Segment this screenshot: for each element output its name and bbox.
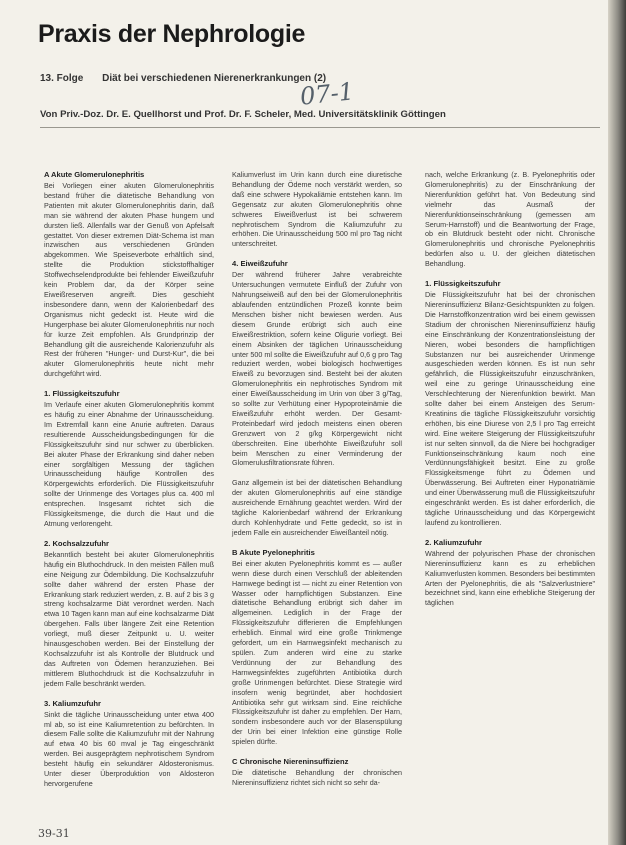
binding-shadow [608, 0, 626, 845]
section-heading: 1. Flüssigkeitszufuhr [44, 389, 120, 399]
paragraph: Bekanntlich besteht bei akuter Glomerulonephritis häufig ein Bluthochdruck. In den meisten Fällen muß eine Neigung zur Ödembildung. Die Kochsalzzufuhr sollte daher während der ersten Phase der Erkrankung stark reduziert werden, z. B. auf 2 bis 3 g streng kochsalzarme Diät verordnet werden. Nach etwa 10 Tagen kann man auf eine kochsalzarme Diät übergehen. Falls über längere Zeit eine Retention vorliegt, muß dieser Zeitpunkt u. U. weiter hinausgeschoben werden. Bei der Einstellung der Kochsalzzufuhr ist als Kontrolle der Blutdruck und das Auftreten von Ödemen heranzuziehen. Bei mittlerem Bluthochdruck ist die Kochsalzzufuhr in jedem Falle beschränkt werden. [44, 549, 214, 688]
paragraph: Ganz allgemein ist bei der diätetischen Behandlung der akuten Glomerulonephritis auf eine ständige ausreichende Ernährung geachtet werden. Wird der tägliche Kalorienbedarf während der Erkrankung durch Kohlenhydrate und Fette gedeckt, so ist in jedem Falle ein ausreichender Eiweißanteil nötig. [232, 478, 402, 537]
series-number: 13. Folge [40, 73, 84, 84]
series-line [40, 73, 326, 84]
paragraph: Der während früherer Jahre verabreichte Untersuchungen vermutete Einfluß der Zufuhr von Nahrungseiweiß auf den bei der Glomerulonephritis ablaufenden entzündlichen Prozeß konnte beim Menschen bisher nicht bewiesen werden. Aus diesem Grunde erübrigt sich auch eine Eiweißrestriktion, sofern keine Oligurie vorliegt. Bei einem Absinken der täglichen Urinausscheidung unter 500 ml sollte die Eiweißzufuhr auf 0,6 g pro Tag reduziert werden, wobei biologisch hochwertiges Eiweiß zu bevorzugen sind. Besteht bei der akuten Glomerulonephritis ein nephrotisches Syndrom mit einer Eiweißausscheidung im Urin von über 3 g/Tag, so sollte zur Verhütung einer Hypoproteinämie die Eiweißzufuhr erhöht werden. Der Gesamt-Proteinbedarf wird jedoch meistens einen oberen Grenzwert von 2 g/kg Körpergewicht nicht überschreiten. Eine überhöhte Eiweißzufuhr soll beim Menschen zu einer Verminderung der Glomerulusfiltrationsrate führen. [232, 270, 402, 468]
page-title: Praxis der Nephrologie [38, 20, 306, 48]
paragraph: Die diätetische Behandlung der chronischen Niereninsuffizienz richtet sich nicht so sehr da- [232, 768, 402, 787]
section-heading: 2. Kaliumzufuhr [425, 537, 482, 547]
section-heading: 2. Kochsalzzufuhr [44, 538, 109, 548]
text-column-3 [425, 170, 595, 618]
section-heading: A Akute Glomerulonephritis [44, 170, 145, 179]
paragraph: Während der polyurischen Phase der chronischen Niereninsuffizienz kann es zu erheblichen Kaliumverlusten kommen. Besonders bei bestimmten Arten der Pyelonephritis, die als "Salzverlustniere" bezeichnet sind, kann eine erhebliche Steigerung der täglichen [425, 548, 595, 608]
paragraph: Kaliumverlust im Urin kann durch eine diuretische Behandlung der Ödeme noch verstärkt werden, so daß eine schwere Hypokaliämie entstehen kann. Im Gegensatz zur akuten Glomerulonephritis ohne schweres Eiweißverlust ist bei schwerem nephrotischem Syndrom die Kaliumzufuhr zu erhöhen. Die Urinausscheidung 500 ml pro Tag nicht unterschreitet. [232, 170, 402, 249]
handwritten-note: 07-1 [298, 77, 356, 111]
paragraph: nach, welche Erkrankung (z. B. Pyelonephritis oder Glomerulonephritis) zu der Einschränkung der Nierenfunktion geführt hat. Von Bedeutung sind vielmehr das Ausmaß der Nierenfunktionseinschränkung (gemessen am Serum-Harnstoff) und die Beantwortung der Frage, ob ein Blutdruck besteht oder nicht. Chronische Glomerulonephritis und chronische Pyelonephritis bedürfen also u. U. der gleichen diätetischen Behandlung. [425, 170, 595, 269]
paragraph: Im Verlaufe einer akuten Glomerulonephritis kommt es häufig zu einer Abnahme der Urinausscheidung. Im Extremfall kann eine Anurie auftreten. Daraus resultierende Ausscheidungsbedingungen für die Flüssigkeitszufuhr sind nur schwer zu überblicken. Bei akuter Phase der Erkrankung sind daher neben einer sorgfältigen Messung der täglichen Urinausscheidung häufige Kontrollen des Körpergewichts erforderlich. Die Flüssigkeitszufuhr sollte der Urinmenge des Vortages plus ca. 400 ml entsprechen. Insgesamt richtet sich die Flüssigkeitsmenge, die durch die Haut und die Atmung verlorengeht. [44, 400, 214, 528]
text-column-1 [44, 170, 214, 799]
section-heading: C Chronische Niereninsuffizienz [232, 757, 349, 767]
authors-line: Von Priv.-Doz. Dr. E. Quellhorst und Prof. Dr. F. Scheler, Med. Universitätsklinik Göttingen [40, 109, 446, 120]
section-heading: 1. Flüssigkeitszufuhr [425, 279, 501, 289]
paragraph: Bei Vorliegen einer akuten Glomerulonephritis bestand früher die diätetische Behandlung von Patienten mit akuter Glomerulonephritis darin, daß man sie während der akuten Phase hungern und dursten ließ. Allenfalls war der Genuß von Apfelsaft gestattet. Von dieser extremen Diät-Schema ist man inzwischen aus verschiedenen Gründen abgekommen. Wie Speiseverbote erhältlich sind, stellte die Produktion stickstoffhaltiger Stoffwechselendprodukte bei fehlender Eiweißzufuhr kein Problem dar, da der Körper seine Eiweißreserven angreift. Dies geschieht insbesondere dann, wenn der Kalorienbedarf des Organismus nicht gedeckt ist. Heute wird die Hungerphase bei akuter Glomerulonephritis nur noch für kurze Zeit empfohlen. Als Grundprinzip der Behandlung gilt die ausreichende Kalorienzufuhr als Rest der früheren "Hunger- und Durst-Kur", die bei akuter Glomerulonephritis heute nicht mehr durchgeführt wird. [44, 181, 214, 379]
text-column-2 [232, 170, 402, 798]
header-divider [40, 127, 600, 128]
paragraph: Bei einer akuten Pyelonephritis kommt es — außer wenn diese durch einen Verschluß der ableitenden Harnwege bedingt ist — nicht zu einer Retention von Wasser oder harnpflichtigen Substanzen. Eine diätetische Behandlung erübrigt sich daher im allgemeinen. Lediglich in der Frage der Flüssigkeitszufuhr differieren die Empfehlungen erheblich. Einmal wird eine große Trinkmenge gefordert, um ein Harnwegsinfekt mechanisch zu spülen. Zum anderen wird eine zu starke Verdünnung der zur Behandlung des Harnwegsinfektes zugeführten Antibiotika durch große Urinmengen befürchtet. Diese Strategie wird insofern wenig begründet, aber hochdosiert Antibiotika sehr gut wirksam sind. Eine reichliche Flüssigkeitszufuhr ist daher zu empfehlen. Der Harn, sondern insbesondere auch vor der Blasenspülung der Urin bei einer Infektion eine günstige Rolle spielen dürfte. [232, 558, 402, 747]
section-heading: 4. Eiweißzufuhr [232, 259, 288, 269]
section-heading: B Akute Pyelonephritis [232, 547, 315, 557]
page-number: 39-31 [38, 827, 70, 840]
paragraph: Die Flüssigkeitszufuhr hat bei der chronischen Niereninsuffizienz Bilanz-Gesichtspunkten zu folgen. Die Harnstoffkonzentration wird bei einem gewissen Stadium der chronischen Niereninsuffizienz häufig eine Einschränkung der Konzentrationsleistung der Nieren, wobei besonders die harnpflichtigen Substanzen nur bei ausreichender Urinmenge ausgeschieden werden können. Es ist nun sehr gefährlich, die Flüssigkeitszufuhr einzuschränken, weil eine zu geringe Urinausscheidung eine Verschlechterung der Nierenfunktion bewirkt. Man sollte daher bei einem Ansteigen des Serum-Kreatinins die tägliche Flüssigkeitszufuhr vorsichtig erhöhen, bis eine Diurese von 2,5 l pro Tag erreicht wird. Eine weitere Steigerung der Flüssigkeitszufuhr ist nur selten sinnvoll, da die Niere bei hochgradiger Funktionseinschränkung kaum noch eine Verdünnungsfähigkeit besitzt. Eine zu große Flüssigkeitsmenge führt zu Ödemen und Überwässerung. Bei Auftreten einer Hyponatriämie und einer Überwässerung muß die Flüssigkeitszufuhr eingeschränkt werden. Es ist daher erforderlich, die tägliche Urinausscheidung und das Körpergewicht laufend zu kontrollieren. [425, 290, 595, 527]
paragraph: Sinkt die tägliche Urinausscheidung unter etwa 400 ml ab, so ist eine Kaliumretention zu befürchten. In diesem Falle sollte die Kaliumzufuhr mit der Nahrung auf etwa 40 bis 60 mval je Tag eingeschränkt werden. Bei ausgeprägtem nephrotischem Syndrom besteht häufig ein sekundärer Aldosteronismus. Unter dieser Überproduktion von Aldosteron hervorgerufene [44, 709, 214, 788]
section-heading: 3. Kaliumzufuhr [44, 698, 101, 708]
series-title: Diät bei verschiedenen Nierenerkrankungen (2) [102, 73, 327, 84]
